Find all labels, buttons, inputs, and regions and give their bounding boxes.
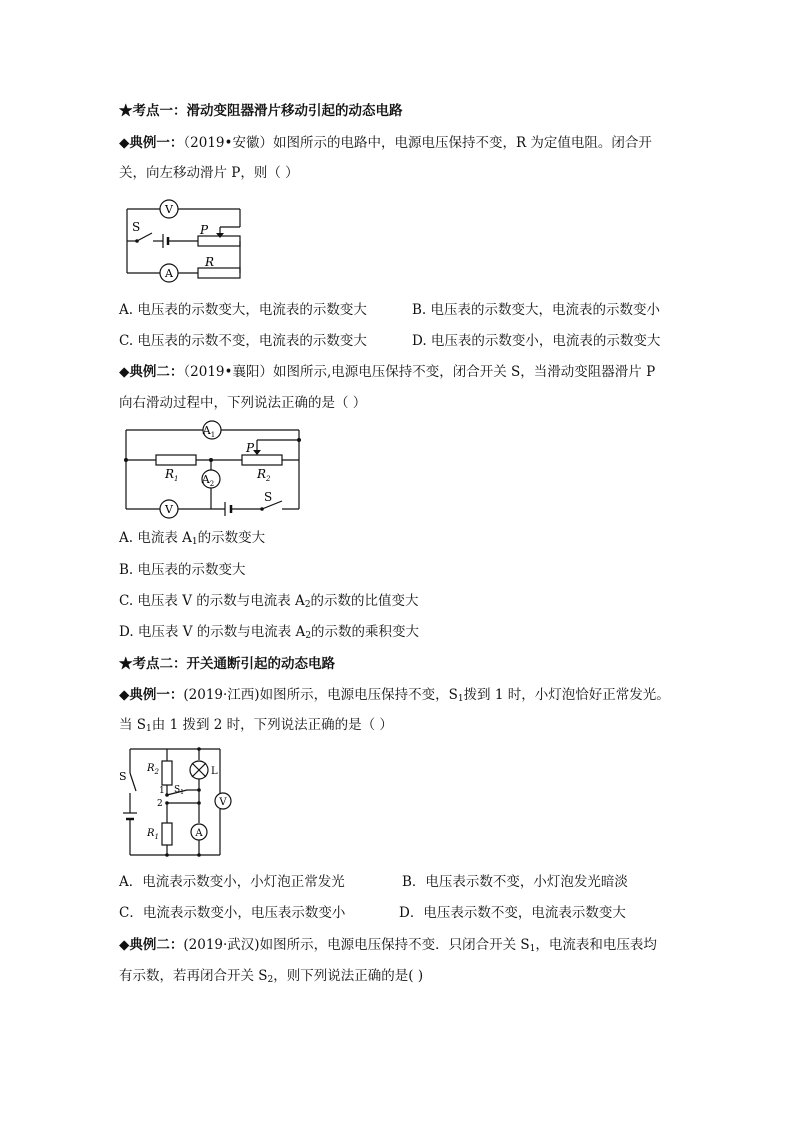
example-2-question-line-1 — [119, 362, 655, 382]
example-tag: ◆典例二： — [119, 364, 184, 380]
junction-dot — [124, 458, 128, 462]
circuit-diagram-2 — [122, 418, 307, 518]
circuit-diagram-1 — [120, 197, 250, 279]
slider-label: P — [246, 441, 255, 455]
junction-dot — [165, 801, 169, 805]
switch-pivot-icon — [135, 239, 139, 243]
example-3-question-line-1: ◆典例一：(2019·江西)如图所示，电源电压保持不变，$S_1$拨到 1 时，小灯泡恰好正常发光。 — [119, 687, 670, 704]
junction-dot — [197, 801, 201, 805]
switch-label: S — [132, 220, 141, 234]
junction-dot — [297, 438, 301, 442]
resistor-r2-label: $R_2$ — [257, 467, 271, 483]
switch-label: S — [264, 490, 273, 504]
question-text: （2019•襄阳）如图所示,电源电压保持不变，闭合开关 S，当滑动变阻器滑片 P — [183, 364, 656, 380]
option-c: C. 电压表的示数不变，电流表的示数变大 — [119, 333, 367, 349]
junction-dot — [197, 747, 201, 751]
terminal-2-label: 2 — [157, 799, 163, 809]
option-a: A．电流表示数变小，小灯泡正常发光 — [119, 874, 345, 890]
junction-dot — [209, 458, 213, 462]
example-tag: ◆典例一： — [119, 135, 184, 151]
example-2-question-line-2: 向右滑动过程中，下列说法正确的是（ ） — [119, 395, 367, 411]
section-heading-2: ★考点二：开关通断引起的动态电路 — [119, 656, 335, 672]
terminal-1-label: 1 — [159, 786, 165, 796]
resistor-r2-label: $R_2$ — [147, 763, 159, 776]
example-3-question-line-2: 当 $S_1$由 1 拨到 2 时，下列说法正确的是（ ） — [119, 717, 393, 734]
question-text: （2019•安徽）如图所示的电路中，电源电压保持不变，R 为定值电阻。闭合开 — [183, 135, 652, 151]
slider-arrow-icon — [253, 450, 261, 455]
option-c: C．电流表示数变小，电压表示数变小 — [119, 905, 346, 921]
resistor-r1-label: $R_1$ — [147, 828, 159, 841]
option-a: A. 电流表 $A_1$的示数变大 — [119, 530, 266, 547]
example-4-question-line-2: 有示数，若再闭合开关 $S_2$，则下列说法正确的是( ) — [119, 968, 424, 985]
example-1-question-line-2: 关，向左移动滑片 P，则（ ） — [119, 165, 299, 181]
voltmeter-label: V — [165, 503, 173, 516]
example-4-question-line-1: ◆典例二：(2019·武汉)如图所示，电源电压保持不变．只闭合开关 $S_1$，电流表和电压表均 — [119, 937, 657, 954]
section-heading-1: ★考点一：滑动变阻器滑片移动引起的动态电路 — [119, 103, 403, 119]
junction-dot — [197, 788, 201, 792]
option-d: D．电压表示数不变，电流表示数变大 — [399, 905, 626, 921]
selector-pivot-icon — [165, 793, 169, 797]
circuit-diagram-3 — [117, 743, 242, 860]
option-b: B. 电压表的示数变大，电流表的示数变小 — [412, 302, 661, 318]
resistor-label: R — [205, 255, 215, 269]
option-d: D. 电压表 V 的示数与电流表 $A_2$的示数的乘积变大 — [119, 624, 420, 641]
junction-dot — [197, 853, 201, 857]
switch-pivot-icon — [260, 507, 264, 511]
resistor-r1-label: $R_1$ — [165, 467, 179, 483]
option-b: B．电压表示数不变，小灯泡发光暗淡 — [402, 874, 628, 890]
option-d: D. 电压表的示数变小，电流表的示数变大 — [412, 333, 661, 349]
ammeter-a2-label: $A_2$ — [201, 473, 215, 488]
lamp-label: L — [211, 766, 218, 777]
option-b: B. 电压表的示数变大 — [119, 562, 246, 578]
switch-label: S — [119, 770, 127, 783]
voltmeter-label: V — [219, 797, 227, 808]
selector-label: $S_1$ — [174, 785, 184, 796]
example-tag: ◆典例一： — [119, 687, 184, 703]
slider-label: P — [200, 223, 209, 237]
ammeter-a1-label: $A_1$ — [202, 424, 216, 439]
example-1-question-line-1 — [119, 133, 652, 153]
junction-dot — [165, 853, 169, 857]
voltmeter-label: V — [165, 203, 173, 216]
ammeter-label: A — [165, 267, 173, 280]
example-tag: ◆典例二： — [119, 937, 184, 953]
option-a: A. 电压表的示数变大，电流表的示数变大 — [119, 302, 367, 318]
ammeter-label: A — [195, 828, 203, 839]
option-c: C. 电压表 V 的示数与电流表 $A_2$的示数的比值变大 — [119, 593, 419, 610]
